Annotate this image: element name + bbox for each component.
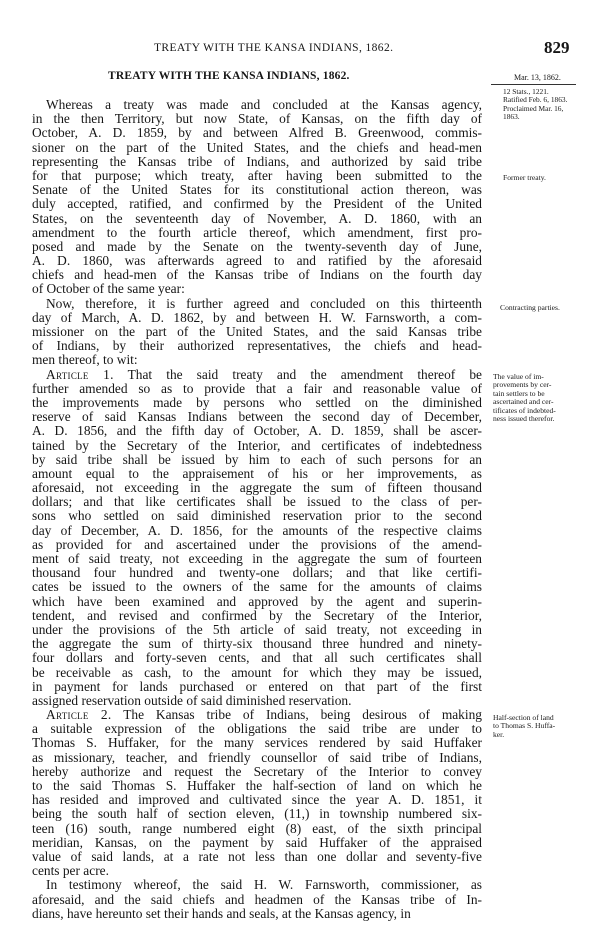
text-line bbox=[32, 822, 482, 836]
text-line bbox=[32, 694, 482, 708]
margin-citation bbox=[503, 88, 567, 122]
treaty-body bbox=[32, 98, 482, 921]
text-line bbox=[32, 254, 482, 268]
text-line-content: duly accepted, ratified, and confirmed by the President of the United bbox=[32, 197, 482, 212]
margin-note-line: ker. bbox=[493, 729, 505, 739]
text-line-content: for that purpose; which treaty, after having been submitted to the bbox=[32, 168, 482, 183]
running-head-title: TREATY WITH THE KANSA INDIANS, 1862. bbox=[154, 42, 394, 54]
text-line-content: hereby authorize and request the Secretary of the Interior to convey bbox=[32, 764, 482, 779]
text-line bbox=[32, 524, 482, 538]
text-line bbox=[32, 339, 482, 353]
text-line-content: as missionary, teacher, and friendly counsellor of said tribe of Indians, bbox=[32, 750, 482, 765]
text-line-content: reserve of said Kansas Indians between the second day of December, bbox=[32, 410, 482, 425]
text-line bbox=[32, 297, 482, 311]
text-line-content: tained by the Secretary of the Interior, and certificates of indebtedness bbox=[32, 438, 482, 453]
text-line bbox=[32, 424, 482, 438]
text-line bbox=[32, 580, 482, 594]
text-line-content: Whereas a treaty was made and concluded at the Kansas agency, bbox=[46, 98, 482, 112]
text-line bbox=[32, 878, 482, 892]
text-line bbox=[32, 311, 482, 325]
text-line-content: dians, have hereunto set their hands and seals, at the Kansas agency, in bbox=[32, 906, 411, 921]
paragraph bbox=[32, 708, 482, 878]
paragraph bbox=[32, 368, 482, 709]
text-line-content: aforesaid, and the said chiefs and headmen of the Kansas tribe of In- bbox=[32, 892, 482, 907]
text-line-content: further amended so as to provide that a fair and reasonable value of bbox=[32, 381, 482, 396]
text-line bbox=[32, 538, 482, 552]
text-line bbox=[32, 751, 482, 765]
text-line bbox=[32, 396, 482, 410]
text-line bbox=[32, 595, 482, 609]
text-line-content: the improvements made by persons who settled on the diminished bbox=[32, 395, 482, 410]
margin-note-line: The value of im- bbox=[493, 372, 544, 381]
text-line bbox=[32, 481, 482, 495]
text-line-content: which have been examined and approved by the agent and superin- bbox=[32, 594, 482, 609]
text-line bbox=[32, 708, 482, 722]
text-line bbox=[32, 240, 482, 254]
text-line bbox=[32, 651, 482, 665]
text-line bbox=[32, 807, 482, 821]
margin-note-line: Half-section of land bbox=[493, 713, 554, 722]
text-line-content: That the said treaty and the amendment thereof be bbox=[113, 367, 482, 382]
text-line bbox=[32, 467, 482, 481]
paragraph bbox=[32, 98, 482, 297]
text-line-content: chiefs and head-men of the Kansas tribe of Indians on the fourth day bbox=[32, 268, 482, 283]
margin-note-former-treaty: Former treaty. bbox=[503, 173, 546, 182]
text-line-content: teen (16) south, range numbered eight (8) east, of the sixth principal bbox=[32, 821, 482, 836]
page-number: 829 bbox=[544, 38, 570, 57]
margin-note-contracting-parties: Contracting parties. bbox=[500, 303, 560, 312]
text-line bbox=[32, 793, 482, 807]
article-heading: Article 2. bbox=[46, 708, 112, 723]
citation-line: 12 Stats., 1221. bbox=[503, 87, 549, 96]
text-line bbox=[32, 864, 482, 878]
citation-line: Ratified Feb. 6, 1863. bbox=[503, 95, 568, 105]
text-line bbox=[32, 453, 482, 467]
text-line bbox=[32, 609, 482, 623]
text-line-content: to the said Thomas S. Huffaker the half-section of land on which he bbox=[32, 779, 482, 793]
margin-note-line: tain settlers to be bbox=[493, 388, 545, 398]
text-line bbox=[32, 410, 482, 424]
margin-note-line: to Thomas S. Huffa- bbox=[493, 721, 556, 731]
text-line bbox=[32, 495, 482, 509]
text-line bbox=[32, 212, 482, 226]
text-line-content: cates be issued to the owners of the same for the amounts of claims bbox=[32, 580, 482, 595]
text-line bbox=[32, 509, 482, 523]
margin-note-line: provements by cer- bbox=[493, 380, 552, 390]
paragraph bbox=[32, 878, 482, 921]
text-line-content: sioner on the part of the United States, and the chiefs and head-men bbox=[32, 140, 482, 155]
text-line bbox=[32, 141, 482, 155]
text-line bbox=[32, 779, 482, 793]
text-line-content: Now, therefore, it is further agreed and concluded on this thirteenth bbox=[46, 296, 482, 311]
text-line-content: as provided for and ascertained under the provisions of the amend- bbox=[32, 537, 482, 552]
text-line-content: States, on the seventeenth day of November, A. D. 1860, with an bbox=[32, 211, 482, 226]
margin-rule bbox=[491, 84, 576, 85]
text-line bbox=[32, 893, 482, 907]
text-line bbox=[32, 439, 482, 453]
text-line bbox=[32, 268, 482, 282]
margin-note-half-section bbox=[493, 714, 585, 739]
text-line-content: assigned reservation outside of said diminished reservation. bbox=[32, 693, 352, 708]
text-line-content: tendent, and revised and confirmed by the Secretary of the Interior, bbox=[32, 608, 482, 623]
text-line-content: aforesaid, not exceeding in the aggregate the sum of fifteen thousand bbox=[32, 481, 482, 496]
text-line-content: missioner on the part of the United States, and the said Kansas tribe bbox=[32, 325, 482, 339]
text-line bbox=[32, 765, 482, 779]
text-line bbox=[32, 226, 482, 240]
text-line-content: A. D. 1860, was afterwards agreed to and ratified by the aforesaid bbox=[32, 254, 482, 269]
text-line bbox=[32, 850, 482, 864]
text-line bbox=[32, 382, 482, 396]
article-heading: Article 1. bbox=[46, 367, 114, 382]
text-line bbox=[32, 623, 482, 637]
text-line-content: ment of said treaty, not exceeding in the aggregate the sum of fourteen bbox=[32, 552, 482, 566]
text-line-content: has resided and improved and cultivated since the year A. D. 1851, it bbox=[32, 793, 482, 808]
text-line bbox=[32, 736, 482, 750]
text-line bbox=[32, 368, 482, 382]
margin-date: Mar. 13, 1862. bbox=[514, 73, 561, 82]
citation-line: 1863. bbox=[503, 112, 520, 122]
text-line-content: be receivable as cash, to the amount for which they may be issued, bbox=[32, 665, 482, 680]
text-line-content: day of December, A. D. 1856, for the amounts of the respective claims bbox=[32, 523, 482, 538]
paragraph bbox=[32, 297, 482, 368]
text-line-content: a suitable expression of the obligations the said tribe are under to bbox=[32, 722, 482, 737]
text-line bbox=[32, 566, 482, 580]
text-line bbox=[32, 637, 482, 651]
text-line-content: cents per acre. bbox=[32, 864, 109, 879]
text-line-content: Senate of the United States for its constitutional action thereon, was bbox=[32, 183, 482, 198]
text-line-content: in payment for lands purchased or entered on that part of the first bbox=[32, 679, 482, 694]
text-line-content: under the provisions of the 5th article of said treaty, not exceeding in bbox=[32, 622, 482, 637]
text-line bbox=[32, 169, 482, 183]
text-line-content: sons who settled on said diminished reservation prior to the second bbox=[32, 509, 482, 524]
text-line-content: men thereof, to wit: bbox=[32, 353, 138, 368]
text-line-content: thousand four hundred and twenty-one dollars; and that like certifi- bbox=[32, 566, 482, 581]
text-line bbox=[32, 112, 482, 126]
text-line-content: A. D. 1856, and the fifth day of October, A. D. 1859, shall be ascer- bbox=[32, 424, 482, 439]
text-line bbox=[32, 552, 482, 566]
citation-line: Proclaimed Mar. 16, bbox=[503, 103, 564, 113]
text-line-content: amount equal to the appraisement of his or her improvements, as bbox=[32, 466, 482, 481]
text-line bbox=[32, 126, 482, 140]
text-line-content: representing the Kansas tribe of Indians, and authorized by said tribe bbox=[32, 154, 482, 169]
text-line-content: dollars; and that like certificates shall be issued to the class of per- bbox=[32, 495, 482, 510]
margin-note-value-of-improvements bbox=[493, 373, 585, 423]
text-line-content: of October of the same year: bbox=[32, 282, 185, 297]
text-line-content: posed and made by the Senate on the twenty-seventh day of June, bbox=[32, 239, 482, 254]
margin-note-line: ness issued therefor. bbox=[493, 414, 555, 424]
text-line-content: value of said lands, at a rate not less than one dollar and seventy-five bbox=[32, 849, 482, 864]
text-line-content: day of March, A. D. 1862, by and between H. W. Farnsworth, a com- bbox=[32, 310, 482, 325]
text-line-content: by said tribe shall be issued by him to each of such persons for an bbox=[32, 452, 482, 467]
text-line-content: meridian, Kansas, on the payment by said Huffaker of the appraised bbox=[32, 835, 482, 850]
text-line-content: four dollars and forty-seven cents, and that all such certificates shall bbox=[32, 651, 482, 666]
text-line bbox=[32, 155, 482, 169]
text-line bbox=[32, 666, 482, 680]
treaty-title: TREATY WITH THE KANSA INDIANS, 1862. bbox=[108, 70, 350, 82]
text-line-content: the aggregate the sum of thirty-six thousand three hundred and ninety- bbox=[32, 637, 482, 652]
text-line bbox=[32, 353, 482, 367]
running-head bbox=[0, 38, 600, 62]
text-line-content: in the then Territory, but now State, of Kansas, on the fifth day of bbox=[32, 112, 482, 127]
text-line-content: The Kansas tribe of Indians, being desirous of making bbox=[111, 708, 482, 723]
text-line bbox=[32, 722, 482, 736]
text-line bbox=[32, 325, 482, 339]
text-line bbox=[32, 282, 482, 296]
text-line bbox=[32, 907, 482, 921]
text-line-content: of Indians, by their authorized representatives, the chiefs and head- bbox=[32, 339, 482, 354]
text-line-content: October, A. D. 1859, by and between Alfred B. Greenwood, commis- bbox=[32, 126, 482, 141]
margin-note-line: tificates of indebted- bbox=[493, 405, 556, 415]
text-line-content: being the south half of section eleven, (11,) in township numbered six- bbox=[32, 807, 482, 822]
text-line bbox=[32, 183, 482, 197]
text-line-content: Thomas S. Huffaker, for the many services rendered by said Huffaker bbox=[32, 736, 482, 751]
text-line bbox=[32, 98, 482, 112]
text-line bbox=[32, 680, 482, 694]
text-line-content: In testimony whereof, the said H. W. Farnsworth, commissioner, as bbox=[46, 878, 482, 893]
margin-note-line: ascertained and cer- bbox=[493, 397, 554, 407]
text-line bbox=[32, 197, 482, 211]
text-line-content: amendment to the fourth article thereof, which amendment, first pro- bbox=[32, 225, 482, 240]
text-line bbox=[32, 836, 482, 850]
